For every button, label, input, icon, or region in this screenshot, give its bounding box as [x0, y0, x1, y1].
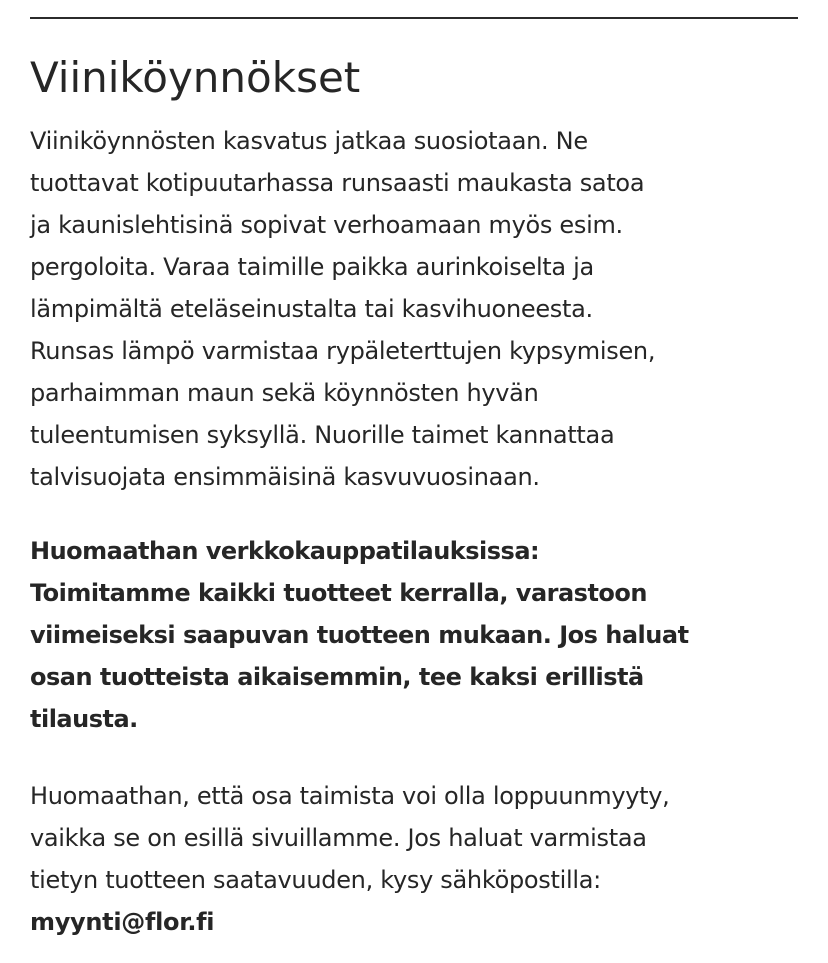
top-divider	[30, 17, 798, 19]
intro-line: ja kaunislehtisinä sopivat verhoamaan myös esim.	[30, 211, 623, 239]
page-title: Viiniköynnökset	[30, 53, 361, 102]
intro-paragraph	[30, 120, 810, 498]
notice-line: viimeiseksi saapuvan tuotteen mukaan. Jos haluat	[30, 621, 689, 649]
availability-paragraph	[30, 775, 810, 943]
notice-line: Toimitamme kaikki tuotteet kerralla, varastoon	[30, 579, 647, 607]
intro-line: parhaimman maun sekä köynnösten hyvän	[30, 379, 539, 407]
intro-line: Runsas lämpö varmistaa rypäleterttujen kypsymisen,	[30, 337, 656, 365]
intro-line: tuleentumisen syksyllä. Nuorille taimet kannattaa	[30, 421, 615, 449]
notice-line: tilausta.	[30, 705, 138, 733]
order-notice-paragraph	[30, 530, 810, 740]
intro-line: tuottavat kotipuutarhassa runsaasti maukasta satoa	[30, 169, 645, 197]
availability-line: tietyn tuotteen saatavuuden, kysy sähköpostilla:	[30, 866, 601, 894]
intro-line: lämpimältä eteläseinustalta tai kasvihuoneesta.	[30, 295, 593, 323]
notice-line: osan tuotteista aikaisemmin, tee kaksi erillistä	[30, 663, 644, 691]
contact-email-link[interactable]: myynti@flor.fi	[30, 908, 215, 936]
availability-line: vaikka se on esillä sivuillamme. Jos haluat varmistaa	[30, 824, 647, 852]
intro-line: talvisuojata ensimmäisinä kasvuvuosinaan.	[30, 463, 540, 491]
availability-line: Huomaathan, että osa taimista voi olla loppuunmyyty,	[30, 782, 670, 810]
notice-line: Huomaathan verkkokauppatilauksissa:	[30, 537, 540, 565]
intro-line: Viiniköynnösten kasvatus jatkaa suosiotaan. Ne	[30, 127, 588, 155]
intro-line: pergoloita. Varaa taimille paikka aurinkoiselta ja	[30, 253, 594, 281]
